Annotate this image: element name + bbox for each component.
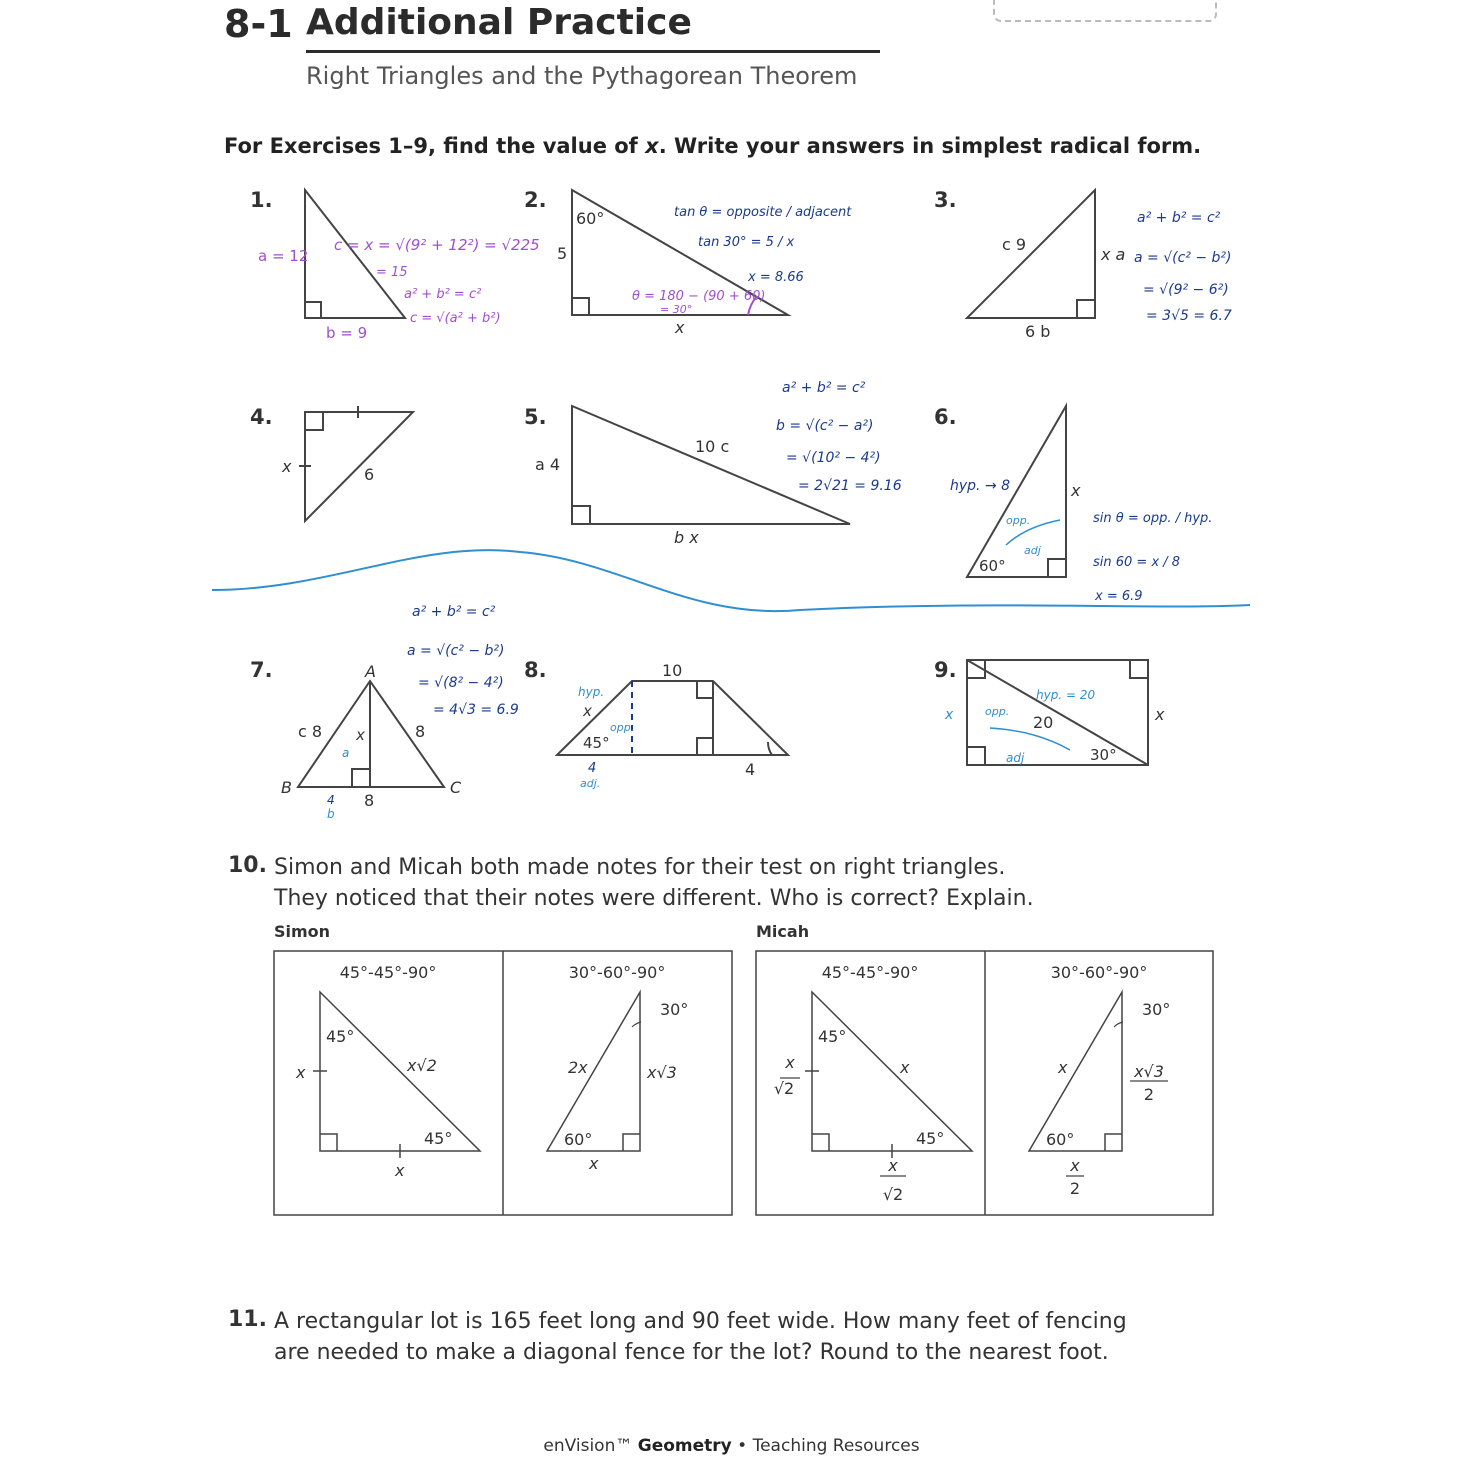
lesson-number: 8-1 — [224, 2, 293, 46]
ex2-work-5: = 30° — [660, 303, 693, 316]
ex9-arrow — [990, 728, 1070, 750]
ex3-right-angle — [1077, 300, 1095, 318]
micah-p1-base-numerator: x — [888, 1156, 898, 1175]
instructions-prefix: For Exercises 1–9, find the value of — [224, 134, 646, 158]
micah-30-triangle — [1029, 992, 1122, 1151]
ex8-angle: 45° — [583, 734, 610, 752]
ex4-hyp: 6 — [364, 465, 375, 484]
ex7-altitude-a: a — [342, 746, 350, 760]
simon-p2-hyp: 2x — [568, 1058, 588, 1077]
simon-p2-title: 30°-60°-90° — [568, 963, 666, 982]
ex7-half: 4 — [327, 793, 335, 807]
ex7-vertex-a: A — [365, 662, 376, 681]
micah-p2-long-denominator: 2 — [1143, 1085, 1155, 1104]
simon-p1-hyp: x√2 — [407, 1056, 437, 1075]
ex6-number: 6. — [934, 405, 957, 429]
micah-p1-angle-1: 45° — [818, 1027, 847, 1046]
ex6-right-angle — [1048, 559, 1066, 577]
instructions-suffix: . Write your answers in simplest radical form. — [658, 134, 1202, 158]
micah-label: Micah — [756, 922, 810, 941]
ex3-leg: x a — [1101, 245, 1126, 264]
simon-p1-leg-1: x — [296, 1063, 306, 1082]
ex7-altitude-label: x — [356, 726, 365, 744]
ex6-work-1: sin θ = opp. / hyp. — [1093, 511, 1213, 526]
ex6-hyp: hyp. → 8 — [950, 478, 1011, 494]
ex7-vertex-b: B — [281, 778, 292, 797]
ex7-left-side: c 8 — [298, 722, 323, 741]
ex8-angle-arc — [768, 742, 772, 755]
ex5-number: 5. — [524, 405, 547, 429]
ex6-work-2: sin 60 = x / 8 — [1093, 555, 1181, 570]
ex2-angle: 60° — [576, 209, 605, 228]
ex2-work-2: tan 30° = 5 / x — [698, 235, 795, 250]
simon-p2-angle-1: 30° — [660, 1000, 689, 1019]
ex5-leg: a 4 — [535, 455, 561, 474]
ex8-right: 4 — [745, 760, 756, 779]
q10-line-1: Simon and Micah both made notes for their test on right triangles. — [274, 855, 1006, 880]
ex3-triangle — [967, 190, 1095, 318]
ex5-base: b x — [674, 528, 699, 547]
ex6-leg: x — [1071, 481, 1081, 500]
ex3-work-2: a = √(c² − b²) — [1134, 250, 1232, 266]
footer — [0, 1436, 1463, 1456]
ex2-work-3: x = 8.66 — [748, 270, 804, 285]
page-title: Additional Practice — [306, 2, 692, 43]
ex4-number: 4. — [250, 405, 273, 429]
simon-p1-title: 45°-45°-90° — [339, 963, 437, 982]
ex9-number: 9. — [934, 658, 957, 682]
footer-brand: enVision™ — [543, 1436, 633, 1456]
q11-line-2: are needed to make a diagonal fence for the lot? Round to the nearest foot. — [274, 1340, 1109, 1365]
micah-p2-short-numerator: x — [1070, 1156, 1080, 1175]
ex3-work-1: a² + b² = c² — [1137, 210, 1221, 226]
ex3-number: 3. — [934, 188, 957, 212]
ex9-side: x — [1155, 705, 1165, 724]
ex8-right-angle-top — [697, 681, 713, 698]
ex8-adj-number: 4 — [588, 761, 597, 776]
ex5-work-1: a² + b² = c² — [782, 380, 866, 396]
simon-p2-short: x — [589, 1154, 599, 1173]
simon-30-right-angle — [623, 1134, 640, 1151]
simon-p2-angle-2: 60° — [564, 1130, 593, 1149]
ex4-leg: x — [282, 457, 292, 476]
ex1-work-1: c = x = √(9² + 12²) = √225 — [334, 236, 540, 254]
ex9-hyp: hyp. = 20 — [1036, 688, 1096, 702]
ex7-work-3: = √(8² − 4²) — [418, 675, 504, 691]
micah-p1-angle-2: 45° — [916, 1129, 945, 1148]
ex7-right-side: 8 — [415, 722, 426, 741]
ex6-adj: adj — [1024, 544, 1041, 557]
ex2-side: 5 — [557, 244, 568, 263]
ex2-base: x — [675, 318, 685, 337]
ex2-work-4: θ = 180 − (90 + 60) — [632, 289, 766, 304]
ex4-right-angle — [305, 412, 323, 430]
ex2-right-angle — [572, 298, 589, 315]
ex7-half-b: b — [327, 807, 335, 821]
simon-45-right-angle — [320, 1134, 337, 1151]
micah-45-right-angle — [812, 1134, 829, 1151]
ex8-top: 10 — [662, 661, 683, 680]
ex7-work-1: a² + b² = c² — [412, 604, 496, 620]
micah-p2-long-numerator: x√3 — [1134, 1062, 1164, 1081]
micah-p1-title: 45°-45°-90° — [821, 963, 919, 982]
ex1-side-a: a = 12 — [258, 247, 309, 265]
ex5-hyp: 10 c — [695, 437, 730, 456]
ex9-left: x — [945, 707, 954, 723]
ex6-angle: 60° — [979, 557, 1006, 575]
micah-p1-leg-denominator: √2 — [773, 1079, 795, 1098]
ex1-work-4: c = √(a² + b²) — [410, 311, 501, 326]
q10-notes-figure — [0, 940, 1463, 1230]
ex8-number: 8. — [524, 658, 547, 682]
ex5-right-angle — [572, 506, 590, 524]
ex7-work-4: = 4√3 = 6.9 — [433, 702, 519, 718]
ex8-hyp: hyp. — [578, 685, 605, 699]
ex9-right-angle-tr — [1130, 660, 1148, 678]
micah-p2-hyp: x — [1058, 1058, 1068, 1077]
ex1-number: 1. — [250, 188, 273, 212]
micah-p2-angle-1: 30° — [1142, 1000, 1171, 1019]
ex1-work-3: a² + b² = c² — [404, 287, 482, 302]
micah-p2-angle-2: 60° — [1046, 1130, 1075, 1149]
ex7-number: 7. — [250, 658, 273, 682]
ex3-work-3: = √(9² − 6²) — [1143, 282, 1229, 298]
micah-p1-hyp: x — [900, 1058, 910, 1077]
simon-p1-angle-2: 45° — [424, 1129, 453, 1148]
micah-p1-base-denominator: √2 — [882, 1185, 904, 1204]
simon-p2-long: x√3 — [647, 1063, 677, 1082]
simon-p1-leg-2: x — [395, 1161, 405, 1180]
ex1-right-angle — [305, 302, 321, 318]
ex3-work-4: = 3√5 = 6.7 — [1146, 308, 1232, 324]
q11-line-1: A rectangular lot is 165 feet long and 90 feet wide. How many feet of fencing — [274, 1309, 1127, 1334]
ex5-work-2: b = √(c² − a²) — [776, 418, 874, 434]
micah-30-right-angle — [1105, 1134, 1122, 1151]
ex9-right-angle-bl — [967, 747, 985, 765]
ex1-work-2: = 15 — [376, 265, 408, 280]
micah-p1-leg-numerator: x — [785, 1053, 795, 1072]
ex7-vertex-c: C — [450, 778, 462, 797]
simon-p1-angle-1: 45° — [326, 1027, 355, 1046]
micah-p2-title: 30°-60°-90° — [1050, 963, 1148, 982]
ex6-opp: opp. — [1006, 514, 1031, 527]
micah-45-triangle — [812, 992, 972, 1151]
micah-p2-short-denominator: 2 — [1069, 1179, 1081, 1198]
ex9-adj: adj — [1006, 751, 1025, 765]
q10-line-2: They noticed that their notes were different. Who is correct? Explain. — [274, 886, 1034, 911]
q10-number: 10. — [228, 853, 267, 878]
simon-45-triangle — [320, 992, 480, 1151]
ex3-base: 6 b — [1025, 322, 1051, 341]
ex5-work-3: = √(10² − 4²) — [786, 450, 881, 466]
ex9-angle: 30° — [1090, 746, 1117, 764]
q11-text — [274, 1306, 1127, 1368]
ex4-triangle — [305, 412, 413, 521]
ex6-work-3: x = 6.9 — [1095, 589, 1143, 604]
ex8-adj: adj. — [580, 777, 601, 790]
footer-subject: Geometry — [637, 1436, 732, 1456]
ex5-work-4: = 2√21 = 9.16 — [798, 478, 902, 494]
ex8-slant: x — [583, 702, 592, 720]
q10-text — [274, 852, 1034, 914]
ex8-right-angle-bottom — [697, 738, 713, 755]
ex7-work-2: a = √(c² − b²) — [407, 643, 505, 659]
instructions-variable: x — [645, 134, 659, 158]
ex1-triangle — [305, 190, 405, 318]
simon-30-triangle — [547, 992, 640, 1151]
ex1-side-b: b = 9 — [326, 324, 368, 342]
ex9-opp: opp. — [985, 705, 1010, 718]
footer-rest: • Teaching Resources — [737, 1436, 920, 1456]
ex2-number: 2. — [524, 188, 547, 212]
ex7-right-angle — [352, 769, 370, 787]
page-subtitle: Right Triangles and the Pythagorean Theorem — [306, 62, 858, 90]
ex9-diagonal-label: 20 — [1033, 713, 1054, 732]
ex2-work-1: tan θ = opposite / adjacent — [674, 205, 852, 220]
ex3-hyp: c 9 — [1002, 235, 1027, 254]
simon-label: Simon — [274, 922, 331, 941]
ex8-opp: opp. — [610, 721, 635, 734]
q11-number: 11. — [228, 1307, 267, 1332]
ex7-base: 8 — [364, 791, 375, 810]
